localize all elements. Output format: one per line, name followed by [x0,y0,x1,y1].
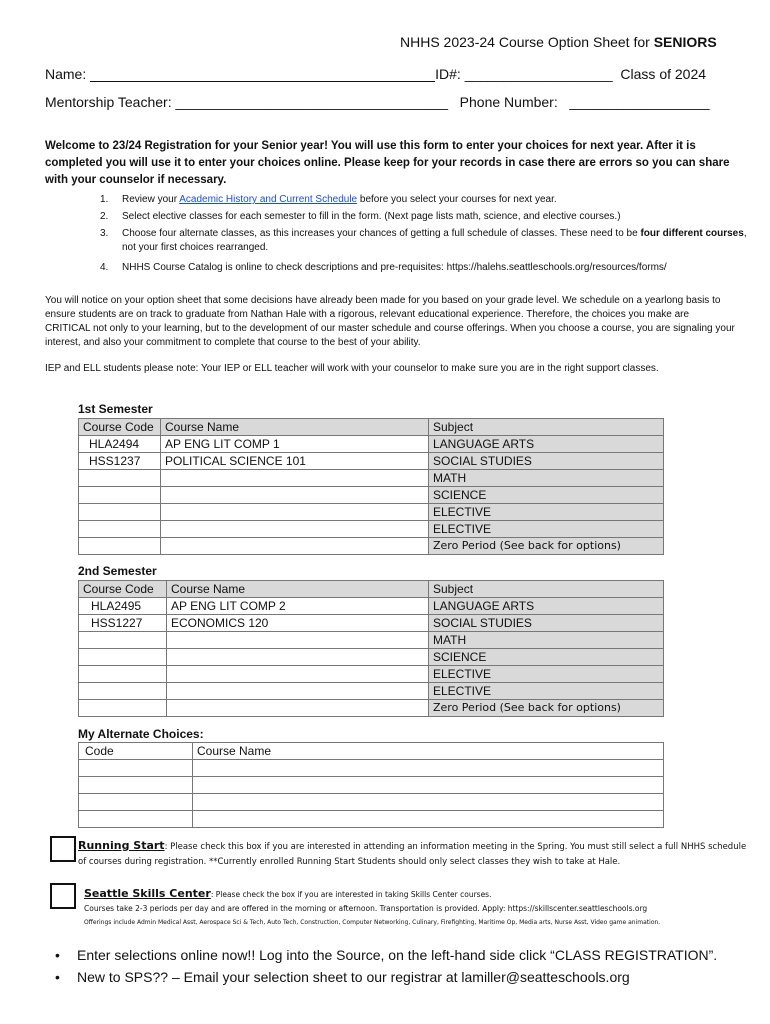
sem2-title: 2nd Semester [78,564,157,578]
list-item: 1. Review your Academic History and Current Schedule before you select your courses for next year. [100,194,557,205]
table-header-row: Code Course Name [79,743,664,760]
academic-history-link[interactable]: Academic History and Current Schedule [179,194,358,205]
name-label: Name: [45,66,87,82]
phone-label: Phone Number: [459,94,558,110]
table-row: HSS1237 POLITICAL SCIENCE 101 SOCIAL STUDIES [79,453,664,470]
id-label: ID#: ___________________ [435,66,613,82]
table-row: HLA2494 AP ENG LIT COMP 1 LANGUAGE ARTS [79,436,664,453]
mentor-info-line [45,94,710,110]
option-sheet-paragraph: You will notice on your option sheet that some decisions have already been made for you based on your grade level. We schedule on a yearlong basis to ensure students are on track to graduate from Nathan Hale with a rigorous, relevant educational experience. Therefore, the choices you make are CRITICAL not only to your learning, but to the development of our master schedule and course offerings. When you choose a course, you are signaling your interest, and also your commitment to complete that course to the best of your ability. [45,295,735,348]
table-row [79,794,664,811]
name-field[interactable] [90,67,435,82]
list-item: 4. NHHS Course Catalog is online to check descriptions and pre-requisites: https://halehs.seattleschools.org/resources/forms/ [100,262,667,273]
table-header-row: Course Code Course Name Subject [79,581,664,598]
list-item: 2. Select elective classes for each semester to fill in the form. (Next page lists math, science, and elective courses.) [100,211,621,222]
sem2-table [78,580,664,717]
page-title: NHHS 2023-24 Course Option Sheet for SENIORS [400,34,717,50]
table-row: ELECTIVE [79,683,664,700]
list-item: • Enter selections online now!! Log into the Source, on the left-hand side click “CLASS REGISTRATION”. [55,947,718,963]
table-row: Zero Period (See back for options) [79,538,664,555]
table-row [79,777,664,794]
table-row: ELECTIVE [79,666,664,683]
table-row [79,811,664,828]
table-header-row: Course Code Course Name Subject [79,419,664,436]
table-row: SCIENCE [79,649,664,666]
mentor-label: Mentorship Teacher: ___________________________________ [45,94,448,110]
iep-ell-note: IEP and ELL students please note: Your IEP or ELL teacher will work with your counselor to make sure you are in the right support classes. [45,363,659,374]
skills-center-checkbox[interactable] [50,883,76,909]
table-row: SCIENCE [79,487,664,504]
table-row: MATH [79,470,664,487]
instructions-list [100,193,750,278]
sem1-title: 1st Semester [78,402,153,416]
welcome-text: Welcome to 23/24 Registration for your Senior year! You will use this form to enter your choices for next year. After it is completed you will use it to enter your choices online. Please keep for your records in case there are errors so you can share with your counselor if necessary. [45,140,730,186]
sem1-table [78,418,664,555]
class-label: Class of 2024 [620,66,707,82]
alternates-table [78,742,664,828]
table-row [79,760,664,777]
list-item: • New to SPS?? – Email your selection sheet to our registrar at lamiller@seatteschools.org [55,969,630,985]
table-row: Zero Period (See back for options) [79,700,664,717]
running-start-text: Running Start: Please check this box if you are interested in attending an information meeting in the Spring. You must still select a full NHHS schedule of courses during registration. **Currently enrolled Running Start Students should only select classes they wish to take at Hale. [78,839,747,867]
table-row: ELECTIVE [79,504,664,521]
table-row: ELECTIVE [79,521,664,538]
skills-center-text: Seattle Skills Center: Please check the box if you are interested in taking Skills Center courses. Courses take 2-3 periods per day and are offered in the morning or afternoon. Transportation is provided. Apply: https://skillscenter.seattleschools.org Offerings include Admin Medical Asst, Aerospace Sci & Tech, Auto Tech, Construction, Computer Networking, Culinary, Firefighting, Maritime Op, Media arts, Nurse Asst, Video game animation. [84,887,661,926]
bottom-bullets [55,944,717,988]
alternates-title: My Alternate Choices: [78,727,204,741]
student-info-line [45,66,706,82]
running-start-checkbox[interactable] [50,836,76,862]
list-item: 3. Choose four alternate classes, as this increases your chances of getting a full schedule of classes. These need to be four different courses, not your first choices rearranged. [100,228,747,253]
table-row: MATH [79,632,664,649]
table-row: HSS1227 ECONOMICS 120 SOCIAL STUDIES [79,615,664,632]
phone-field[interactable]: __________________ [569,94,710,110]
table-row: HLA2495 AP ENG LIT COMP 2 LANGUAGE ARTS [79,598,664,615]
